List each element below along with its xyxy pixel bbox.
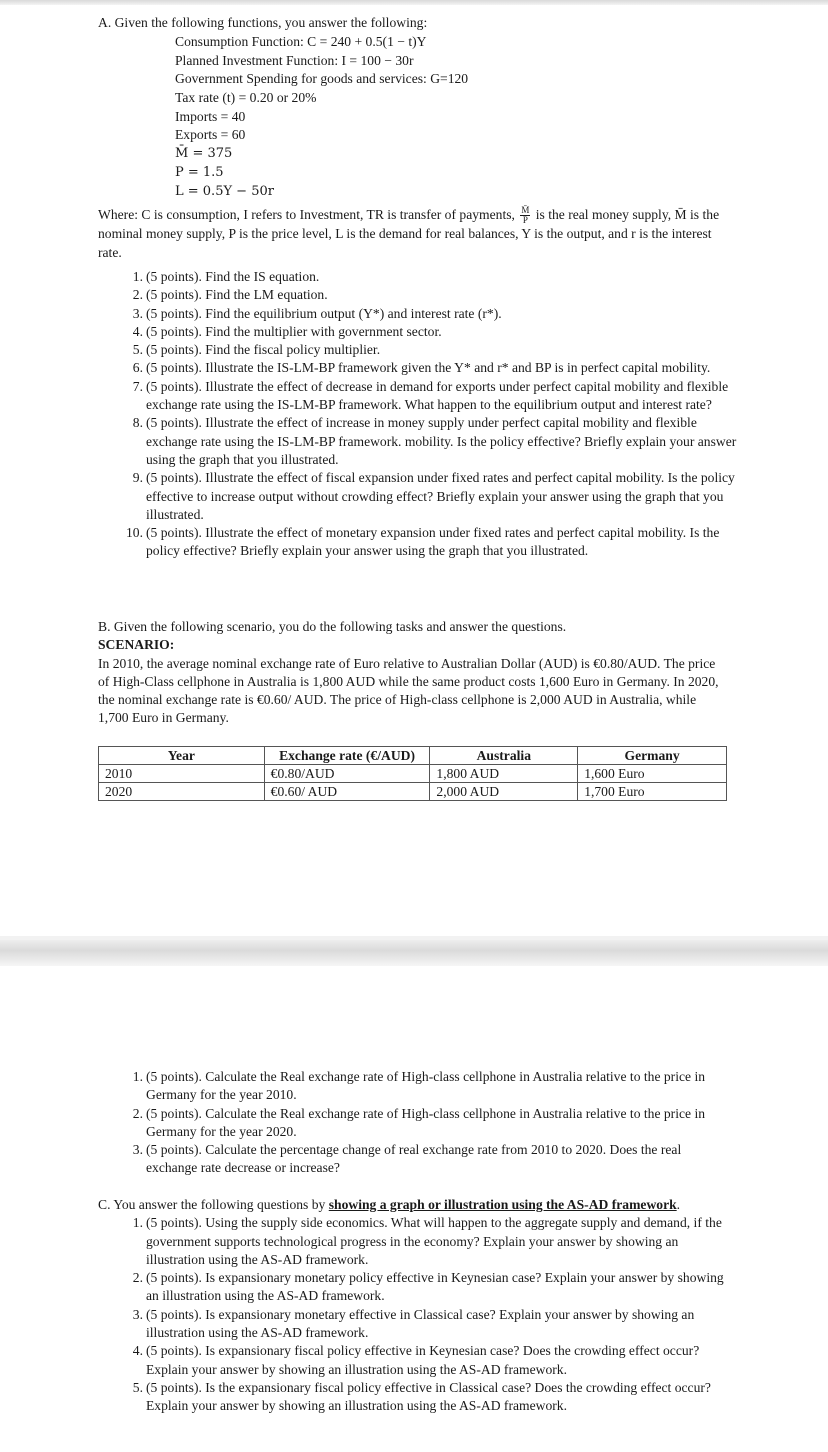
formula-consumption: Consumption Function: C = 240 + 0.5(1 − t)Y — [175, 34, 427, 49]
question-a9: 9. (5 points). Illustrate the effect of fiscal expansion under fixed rates and perfect capital mobility. Is the policy effective to increase output without crowding effect? Briefly explain your answer using the graph that you illustrated. — [132, 470, 735, 522]
formula-imports: Imports = 40 — [175, 108, 246, 124]
header-germany: Germany — [578, 747, 727, 765]
question-a3: 3. (5 points). Find the equilibrium output (Y*) and interest rate (r*). — [132, 305, 502, 321]
formula-tax-rate: Tax rate (t) = 0.20 or 20% — [175, 90, 317, 106]
cell-australia: 1,800 AUD — [430, 765, 578, 783]
where-text-2: is the real money supply, M̄ is the nominal money supply, P is the price level, L is the demand for real balances, Y is the output, and r is the interest rate. — [98, 207, 720, 260]
section-a-heading: A. Given the following functions, you answer the following: — [98, 15, 428, 30]
header-year: Year — [99, 747, 265, 765]
section-c-emphasis: showing a graph or illustration using the AS-AD framework — [328, 1197, 677, 1212]
question-c3: 3. (5 points). Is expansionary monetary effective in Classical case? Explain your answer by showing an illustration using the AS-AD framework. — [132, 1306, 695, 1341]
header-australia: Australia — [430, 747, 578, 765]
cell-year: 2010 — [99, 765, 265, 783]
cell-year: 2020 — [99, 783, 265, 801]
formula-money-supply: M̄ = 375 — [175, 146, 233, 162]
question-a4: 4. (5 points). Find the multiplier with government sector. — [132, 323, 442, 339]
where-paragraph — [98, 206, 730, 262]
formula-money-demand: L = 0.5Y − 50r — [175, 183, 274, 199]
top-edge — [0, 0, 828, 5]
table-header-row — [99, 747, 727, 765]
question-a7: 7. (5 points). Illustrate the effect of decrease in demand for exports under perfect capital mobility and flexible exchange rate using the IS-LM-BP framework. What happen to the equilibrium output and interest rate? — [132, 378, 729, 413]
fraction-numerator: M̄ — [521, 205, 530, 216]
document-page-2 — [0, 968, 828, 1452]
question-a8: 8. (5 points). Illustrate the effect of increase in money supply under perfect capital mobility and flexible exchange rate using the IS-LM-BP framework. mobility. Is the policy effective? Briefly explain your answer using the graph that you illustrated. — [132, 415, 737, 467]
section-a-questions — [98, 268, 738, 561]
scenario-text: In 2010, the average nominal exchange rate of Euro relative to Australian Dollar (AUD) is €0.80/AUD. The price of High-Class cellphone in Australia is 1,800 AUD while the same product costs 1,600 Euro in Germany. In 2020, the nominal exchange rate is €0.60/ AUD. The price of High-class cellphone is 2,000 AUD in Australia, while 1,700 Euro in Germany. — [98, 655, 719, 726]
question-c5: 5. (5 points). Is the expansionary fiscal policy effective in Classical case? Does the crowding effect occur? Explain your answer by showing an illustration using the AS-AD framework. — [132, 1379, 711, 1414]
question-c4: 4. (5 points). Is expansionary fiscal policy effective in Keynesian case? Does the crowding effect occur? Explain your answer by showing an illustration using the AS-AD framework. — [132, 1343, 700, 1377]
formula-investment: Planned Investment Function: I = 100 − 30r — [175, 52, 414, 68]
where-text-1: Where: C is consumption, I refers to Investment, TR is transfer of payments, — [98, 207, 515, 222]
cell-rate: €0.60/ AUD — [264, 783, 430, 801]
table-row — [99, 765, 727, 783]
question-b1: 1. (5 points). Calculate the Real exchange rate of High-class cellphone in Australia relative to the price in Germany for the year 2010. — [132, 1069, 706, 1103]
cell-rate: €0.80/AUD — [264, 765, 430, 783]
formula-list — [175, 33, 635, 201]
cell-germany: 1,600 Euro — [578, 765, 727, 783]
header-exchange-rate: Exchange rate (€/AUD) — [264, 747, 430, 765]
formula-government-spending: Government Spending for goods and services: G=120 — [175, 71, 469, 87]
cell-germany: 1,700 Euro — [578, 783, 727, 801]
section-b-questions — [98, 1068, 732, 1178]
cell-australia: 2,000 AUD — [430, 783, 578, 801]
question-a2: 2. (5 points). Find the LM equation. — [132, 287, 328, 303]
page-separator — [0, 940, 828, 966]
table-row — [99, 783, 727, 801]
question-b2: 2. (5 points). Calculate the Real exchange rate of High-class cellphone in Australia relative to the price in Germany for the year 2020. — [132, 1105, 706, 1139]
real-money-fraction — [520, 206, 530, 225]
question-b3: 3. (5 points). Calculate the percentage change of real exchange rate from 2010 to 2020. Does the real exchange rate decrease or increase? — [132, 1142, 682, 1176]
scenario-label: SCENARIO: — [98, 637, 175, 653]
section-c-heading: C. You answer the following questions by showing a graph or illustration using the AS-AD framework. — [98, 1197, 681, 1212]
question-c2: 2. (5 points). Is expansionary monetary policy effective in Keynesian case? Explain your answer by showing an illustration using the AS-AD framework. — [132, 1270, 724, 1304]
document-page-1 — [0, 6, 828, 936]
section-b-intro — [98, 618, 728, 728]
question-c1: 1. (5 points). Using the supply side economics. What will happen to the aggregate supply and demand, if the government supports technological progress in the economy? Explain your answer by showing an illustration using the AS-AD framework. — [132, 1215, 722, 1267]
question-a5: 5. (5 points). Find the fiscal policy multiplier. — [132, 342, 381, 358]
section-b-heading: B. Given the following scenario, you do the following tasks and answer the questions. — [98, 619, 567, 634]
section-a-intro — [98, 14, 738, 32]
question-a6: 6. (5 points). Illustrate the IS-LM-BP framework given the Y* and r* and BP is in perfect capital mobility. — [132, 360, 711, 376]
question-a10: 10. (5 points). Illustrate the effect of monetary expansion under fixed rates and perfect capital mobility. Is the policy effective? Briefly explain your answer using the graph that you illustrated. — [126, 525, 720, 559]
section-c — [98, 1196, 730, 1416]
question-a1: 1. (5 points). Find the IS equation. — [132, 269, 320, 284]
exchange-rate-table — [98, 746, 727, 801]
fraction-denominator: P — [522, 215, 528, 226]
formula-exports: Exports = 60 — [175, 127, 246, 143]
formula-price-level: P = 1.5 — [175, 164, 224, 180]
